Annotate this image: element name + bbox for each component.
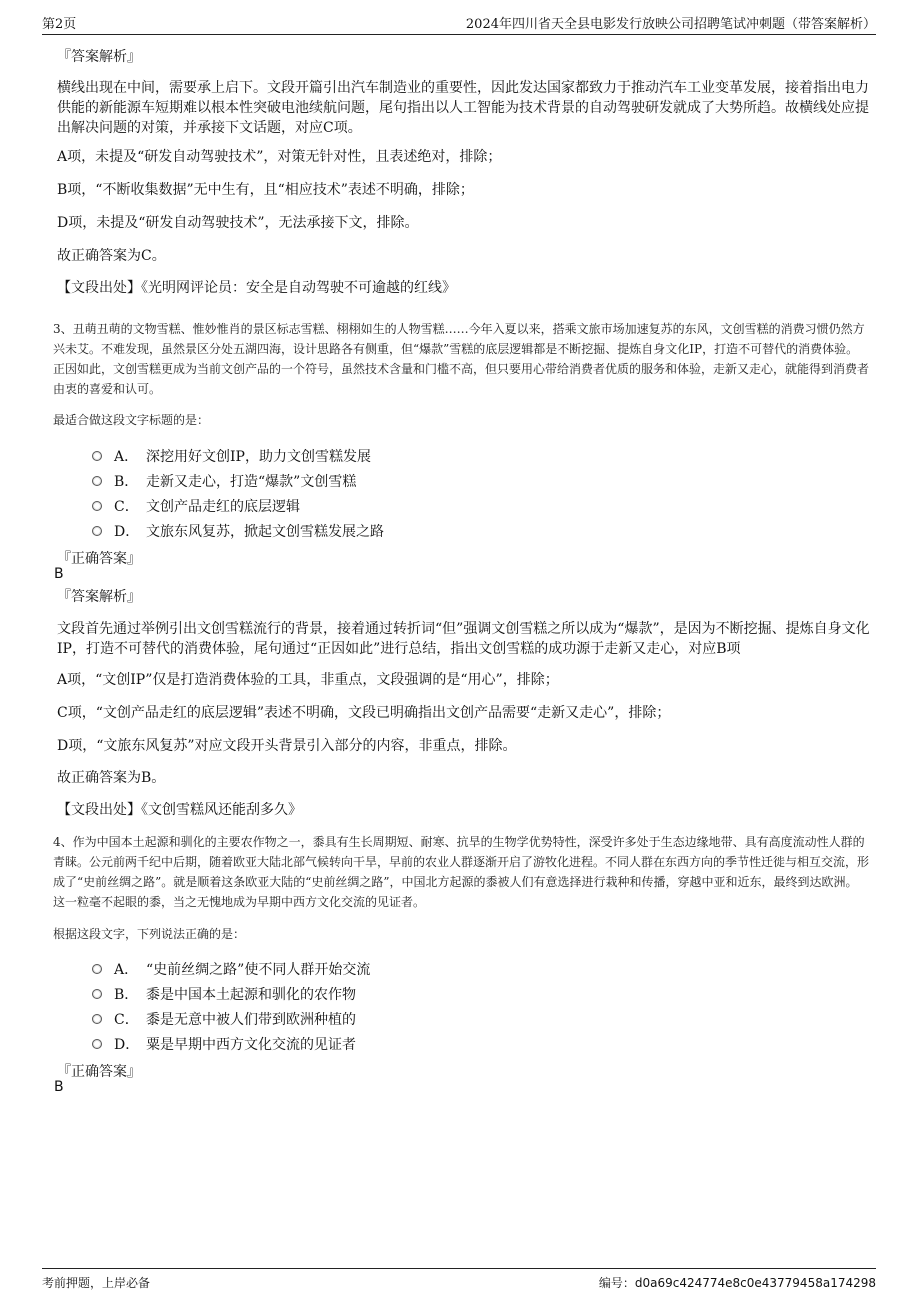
radio-icon[interactable] (92, 1014, 102, 1024)
q3-option-c[interactable]: C． 文创产品走红的底层逻辑 (92, 496, 300, 516)
q4-option-b[interactable]: B． 黍是中国本土起源和驯化的农作物 (92, 984, 356, 1004)
q3-correct-tag: 『正确答案』 (57, 551, 141, 567)
q2-note-a: A项，未提及“研发自动驾驶技术”，对策无针对性，且表述绝对，排除； (57, 149, 502, 165)
radio-icon[interactable] (92, 501, 102, 511)
q3-question: 最适合做这段文字标题的是： (53, 413, 210, 427)
q4-question: 根据这段文字，下列说法正确的是： (53, 927, 246, 941)
document-title: 2024年四川省天全县电影发行放映公司招聘笔试冲刺题（带答案解析） (465, 17, 876, 32)
footer-slogan: 考前押题，上岸必备 (42, 1276, 151, 1290)
q4-option-c[interactable]: C． 黍是无意中被人们带到欧洲种植的 (92, 1009, 356, 1029)
radio-icon[interactable] (92, 964, 102, 974)
q3-conclusion: 故正确答案为B。 (57, 770, 166, 786)
q3-note-d: D项，“文旅东风复苏”对应文段开头背景引入部分的内容，非重点，排除。 (57, 738, 517, 754)
q3-correct-answer: B (54, 566, 64, 582)
q3-analysis-tag: 『答案解析』 (57, 589, 141, 605)
q4-option-a[interactable]: A． “史前丝绸之路”使不同人群开始交流 (92, 959, 370, 979)
q2-analysis-tag: 『答案解析』 (57, 49, 141, 65)
radio-icon[interactable] (92, 989, 102, 999)
q2-source: 【文段出处】《光明网评论员：安全是自动驾驶不可逾越的红线》 (57, 280, 456, 296)
q4-correct-tag: 『正确答案』 (57, 1064, 141, 1080)
page-footer (42, 1268, 876, 1291)
q2-note-d: D项，未提及“研发自动驾驶技术”，无法承接下文，排除。 (57, 215, 419, 231)
q4-option-d[interactable]: D． 粟是早期中西方文化交流的见证者 (92, 1034, 356, 1054)
q3-option-b[interactable]: B． 走新又走心，打造“爆款”文创雪糕 (92, 471, 356, 491)
q3-note-c: C项，“文创产品走红的底层逻辑”表述不明确，文段已明确指出文创产品需要“走新又走心”，排除； (57, 705, 671, 721)
radio-icon[interactable] (92, 476, 102, 486)
q3-option-d[interactable]: D． 文旅东风复苏，掀起文创雪糕发展之路 (92, 521, 384, 541)
q3-source: 【文段出处】《文创雪糕风还能刮多久》 (57, 802, 302, 818)
page-number: 第2页 (42, 17, 77, 32)
q3-passage: 3、丑萌丑萌的文物雪糕、惟妙惟肖的景区标志雪糕、栩栩如生的人物雪糕……今年入夏以来，搭乘文旅市场加速复苏的东风，文创雪糕的消费习惯仍然方兴未艾。不难发现，虽然景区分处五湖四海，设计思路各有侧重，但“爆款”雪糕的底层逻辑都是不断挖掘、提炼自身文化IP，打造不可替代的消费体验。正因如此，文创雪糕更成为当前文创产品的一个符号，虽然技术含量和门槛不高，但只要用心带给消费者优质的服务和体验，走新又走心，就能得到消费者由衷的喜爱和认可。 (53, 322, 870, 396)
radio-icon[interactable] (92, 451, 102, 461)
q2-conclusion: 故正确答案为C。 (57, 248, 166, 264)
q4-passage: 4、作为中国本土起源和驯化的主要农作物之一，黍具有生长周期短、耐寒、抗旱的生物学优势特性，深受许多处于生态边缘地带、具有高度流动性人群的青睐。公元前两千纪中后期，随着欧亚大陆北部气候转向干旱，早前的农业人群逐渐开启了游牧化进程。不同人群在东西方向的季节性迁徙与相互交流，形成了“史前丝绸之路”。就是顺着这条欧亚大陆的“史前丝绸之路”，中国北方起源的黍被人们有意选择进行栽种和传播，穿越中亚和近东，最终到达欧洲。这一粒毫不起眼的黍，当之无愧地成为早期中西方文化交流的见证者。 (53, 835, 870, 909)
q3-analysis: 文段首先通过举例引出文创雪糕流行的背景，接着通过转折词“但”强调文创雪糕之所以成为“爆款”，是因为不断挖掘、提炼自身文化IP，打造不可替代的消费体验，尾句通过“正因如此”进行总结，指出文创雪糕的成功源于走新又走心，对应B项 (57, 621, 870, 657)
q3-option-a[interactable]: A． 深挖用好文创IP，助力文创雪糕发展 (92, 446, 371, 466)
q2-note-b: B项，“不断收集数据”无中生有，且“相应技术”表述不明确，排除； (57, 182, 474, 198)
q2-analysis: 横线出现在中间，需要承上启下。文段开篇引出汽车制造业的重要性，因此发达国家都致力于推动汽车工业变革发展，接着指出电力供能的新能源车短期难以根本性突破电池续航问题，尾句指出以人工智能为技术背景的自动驾驶研发就成了大势所趋。故横线处应提出解决问题的对策，并承接下文话题，对应C项。 (57, 80, 869, 136)
radio-icon[interactable] (92, 1039, 102, 1049)
document-code: 编号：d0a69c424774e8c0e43779458a174298 (598, 1276, 876, 1290)
q3-note-a: A项，“文创IP”仅是打造消费体验的工具，非重点，文段强调的是“用心”，排除； (57, 672, 559, 688)
q4-correct-answer: B (54, 1079, 64, 1095)
radio-icon[interactable] (92, 526, 102, 536)
page-header (42, 12, 876, 35)
